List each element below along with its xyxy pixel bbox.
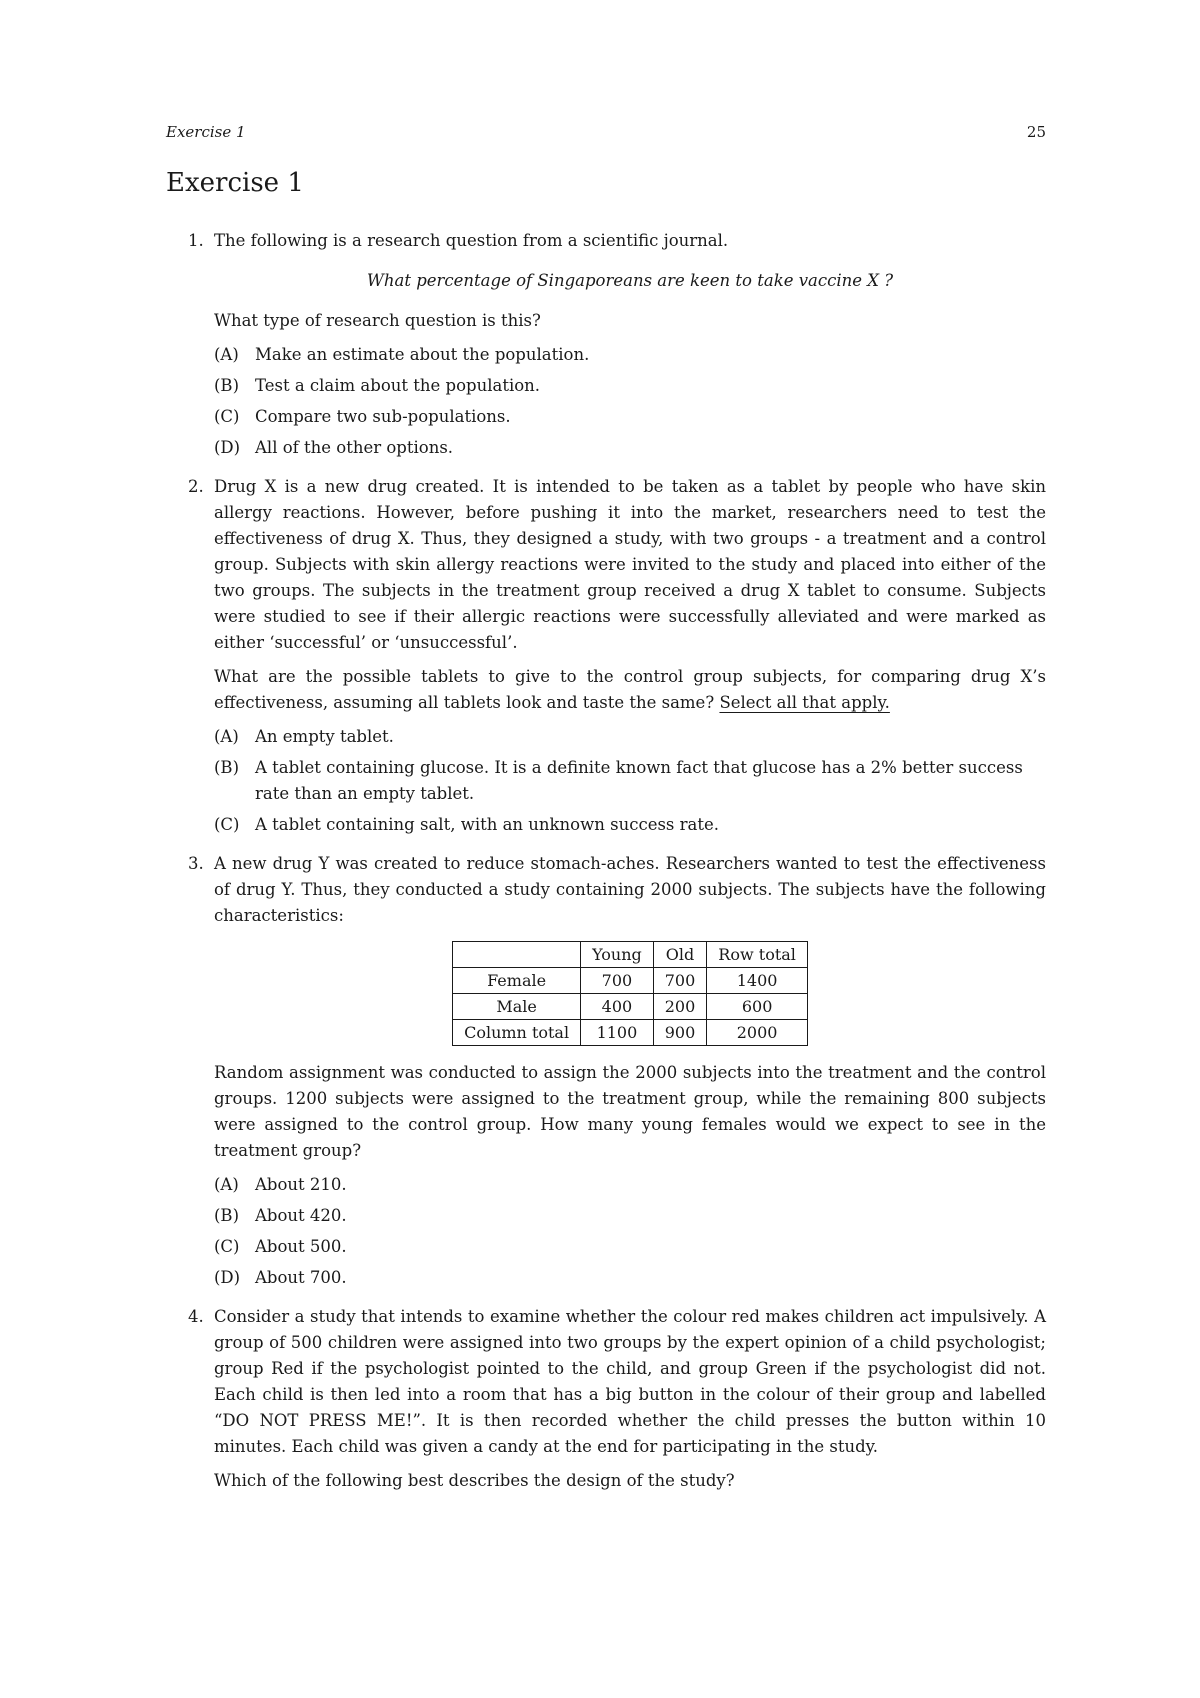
option-text: Make an estimate about the population. <box>255 345 590 364</box>
table-header-cell: Young <box>581 942 654 968</box>
option-text: Compare two sub-populations. <box>255 407 511 426</box>
option-list <box>214 342 1046 461</box>
option-a <box>214 342 1046 368</box>
question-number: 3. <box>188 854 204 873</box>
option-text: About 420. <box>255 1206 347 1225</box>
option-d <box>214 435 1046 461</box>
option-b <box>214 373 1046 399</box>
table-cell: 1100 <box>581 1020 654 1046</box>
option-b <box>214 755 1046 807</box>
table-cell: 600 <box>707 994 808 1020</box>
table-header-row <box>453 942 808 968</box>
option-text: A tablet containing glucose. It is a definite known fact that glucose has a 2% better success rate than an empty tablet. <box>255 758 1023 803</box>
option-c <box>214 1234 1046 1260</box>
table-cell: 700 <box>581 968 654 994</box>
table-header-cell <box>453 942 581 968</box>
option-a <box>214 724 1046 750</box>
question-number: 2. <box>188 477 204 496</box>
select-all-instruction: Select all that apply. <box>719 693 890 712</box>
table-row <box>453 994 808 1020</box>
question-text: Consider a study that intends to examine whether the colour red makes children act impulsively. A group of 500 children were assigned into two groups by the expert opinion of a child psychologist; group Red if the psychologist pointed to the child, and group Green if the psychologist did not. Each child is then led into a room that has a big button in the colour of their group and labelled “DO NOT PRESS ME!”. It is then recorded whether the child presses the button within 10 minutes. Each child was given a candy at the end for participating in the study. <box>214 1307 1046 1456</box>
option-label: (D) <box>214 438 241 457</box>
table-header-cell: Row total <box>707 942 808 968</box>
option-b <box>214 1203 1046 1229</box>
characteristics-table <box>452 941 808 1046</box>
option-text: About 210. <box>255 1175 347 1194</box>
question-4 <box>166 1304 1046 1494</box>
table-cell: Male <box>453 994 581 1020</box>
option-list <box>214 724 1046 838</box>
table-header-cell: Old <box>653 942 707 968</box>
option-a <box>214 1172 1046 1198</box>
option-label: (A) <box>214 1175 239 1194</box>
option-text: A tablet containing salt, with an unknown success rate. <box>255 815 719 834</box>
option-label: (C) <box>214 815 240 834</box>
table-cell: 700 <box>653 968 707 994</box>
exercise-content <box>166 228 1046 1507</box>
option-label: (D) <box>214 1268 241 1287</box>
option-d <box>214 1265 1046 1291</box>
question-text: Drug X is a new drug created. It is intended to be taken as a tablet by people who have skin allergy reactions. However, before pushing it into the market, researchers need to test the effectiveness of drug X. Thus, they designed a study, with two groups - a treatment and a control group. Subjects with skin allergy reactions were invited to the study and placed into either of the two groups. The subjects in the treatment group received a drug X tablet to consume. Subjects were studied to see if their allergic reactions were successfully alleviated and were marked as either ‘successful’ or ‘unsuccessful’. <box>214 477 1046 652</box>
option-label: (A) <box>214 345 239 364</box>
option-label: (C) <box>214 407 240 426</box>
question-2 <box>166 474 1046 838</box>
research-question-quote: What percentage of Singaporeans are keen to take vaccine X ? <box>366 271 894 290</box>
table-cell: 1400 <box>707 968 808 994</box>
question-text: A new drug Y was created to reduce stomach-aches. Researchers wanted to test the effectiveness of drug Y. Thus, they conducted a study containing 2000 subjects. The subjects have the following characteristics: <box>214 854 1046 925</box>
option-label: (A) <box>214 727 239 746</box>
option-c <box>214 812 1046 838</box>
question-1 <box>166 228 1046 461</box>
table-cell: 2000 <box>707 1020 808 1046</box>
question-number: 4. <box>188 1307 204 1326</box>
option-text: All of the other options. <box>255 438 454 457</box>
question-prompt: Random assignment was conducted to assign the 2000 subjects into the treatment and the control groups. 1200 subjects were assigned to the treatment group, while the remaining 800 subjects were assigned to the control group. How many young females would we expect to see in the treatment group? <box>214 1063 1046 1160</box>
table-cell: 400 <box>581 994 654 1020</box>
option-label: (C) <box>214 1237 240 1256</box>
option-label: (B) <box>214 758 239 777</box>
question-prompt: Which of the following best describes the design of the study? <box>214 1471 735 1490</box>
option-text: About 700. <box>255 1268 347 1287</box>
question-number: 1. <box>188 231 204 250</box>
option-c <box>214 404 1046 430</box>
question-text: The following is a research question from a scientific journal. <box>214 231 729 250</box>
page-number: 25 <box>1026 123 1046 141</box>
question-prompt: What type of research question is this? <box>214 311 541 330</box>
question-3 <box>166 851 1046 1291</box>
option-label: (B) <box>214 376 239 395</box>
table-cell: Column total <box>453 1020 581 1046</box>
running-header <box>166 123 1046 141</box>
question-prompt-paragraph <box>214 664 1046 716</box>
question-prompt: What are the possible tablets to give to the control group subjects, for comparing drug X’s effectiveness, assuming all tablets look and taste the same? <box>214 667 1046 712</box>
table-row <box>453 968 808 994</box>
table-cell: 200 <box>653 994 707 1020</box>
section-title: Exercise 1 <box>166 168 304 198</box>
option-text: An empty tablet. <box>255 727 394 746</box>
table-row <box>453 1020 808 1046</box>
option-text: About 500. <box>255 1237 347 1256</box>
option-list <box>214 1172 1046 1291</box>
table-cell: Female <box>453 968 581 994</box>
table-cell: 900 <box>653 1020 707 1046</box>
option-text: Test a claim about the population. <box>255 376 541 395</box>
option-label: (B) <box>214 1206 239 1225</box>
running-title: Exercise 1 <box>166 123 246 141</box>
